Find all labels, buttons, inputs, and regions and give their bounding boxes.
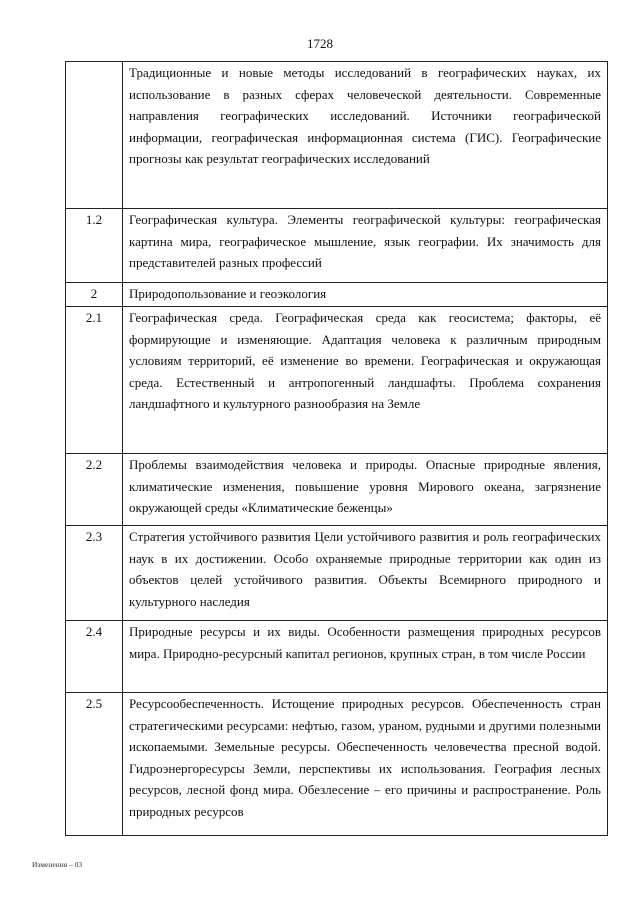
table-row xyxy=(66,283,608,307)
row-number: 2.3 xyxy=(66,526,123,621)
row-number: 2.1 xyxy=(66,307,123,454)
curriculum-table xyxy=(65,61,608,836)
table-row xyxy=(66,62,608,209)
table-row xyxy=(66,621,608,693)
page-number: 1728 xyxy=(307,36,333,51)
row-number: 2.5 xyxy=(66,693,123,836)
row-text: Природные ресурсы и их виды. Особенности размещения природных ресурсов мира. Природно-ресурсный капитал регионов, крупных стран, в том числе России xyxy=(123,621,608,693)
revision-footer: Изменения – 03 xyxy=(32,860,83,869)
table-row xyxy=(66,209,608,283)
row-number: 2.4 xyxy=(66,621,123,693)
row-number: 1.2 xyxy=(66,209,123,283)
table-row xyxy=(66,526,608,621)
row-text: Географическая культура. Элементы географической культуры: географическая картина мира, географическое мышление, язык географии. Их значимость для представителей разных профессий xyxy=(123,209,608,283)
row-text: Проблемы взаимодействия человека и природы. Опасные природные явления, климатические изменения, повышение уровня Мирового океана, загрязнение окружающей среды «Климатические беженцы» xyxy=(123,454,608,526)
row-text: Ресурсообеспеченность. Истощение природных ресурсов. Обеспеченность стран стратегическими ресурсами: нефтью, газом, ураном, рудными и другими полезными ископаемыми. Земельные ресурсы. Обеспеченность человечества пресной водой. Гидроэнергоресурсы Земли, перспективы их использования. География лесных ресурсов, лесной фонд мира. Обезлесение – его причины и распространение. Роль природных ресурсов xyxy=(123,693,608,836)
row-number: 2 xyxy=(66,283,123,307)
table-row xyxy=(66,307,608,454)
row-number: 2.2 xyxy=(66,454,123,526)
row-text: Природопользование и геоэкология xyxy=(123,283,608,307)
table-row xyxy=(66,454,608,526)
row-text: Географическая среда. Географическая среда как геосистема; факторы, её формирующие и изменяющие. Адаптация человека к различным природным условиям территорий, её изменение во времени. Географическая и окружающая среда. Естественный и антропогенный ландшафты. Проблема сохранения ландшафтного и культурного разнообразия на Земле xyxy=(123,307,608,454)
row-text: Стратегия устойчивого развития Цели устойчивого развития и роль географических наук в их достижении. Особо охраняемые природные территории как один из объектов целей устойчивого развития. Объекты Всемирного природного и культурного наследия xyxy=(123,526,608,621)
row-number xyxy=(66,62,123,209)
row-text: Традиционные и новые методы исследований в географических науках, их использование в разных сферах человеческой деятельности. Современные направления географических исследований. Источники географической информации, географическая информационная система (ГИС). Географические прогнозы как результат географических исследований xyxy=(123,62,608,209)
table-row xyxy=(66,693,608,836)
